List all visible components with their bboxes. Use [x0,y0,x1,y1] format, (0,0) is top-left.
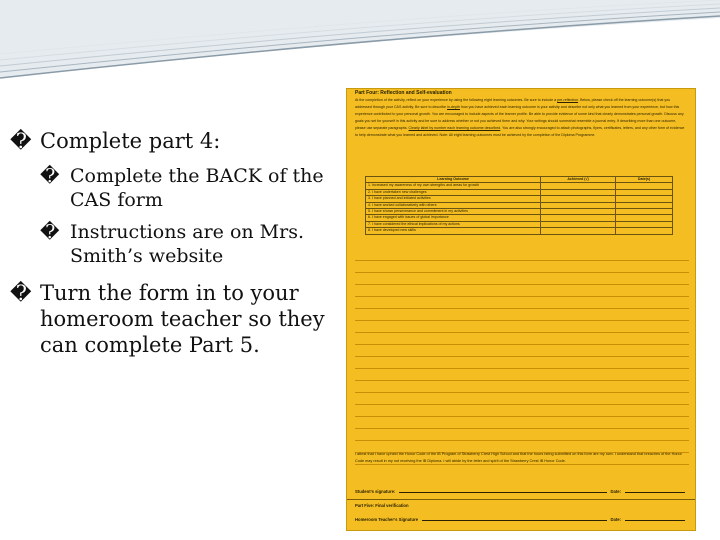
student-signature-label: Student’s signature: [355,489,396,494]
achieved-cell [541,228,616,234]
writing-line [355,417,689,429]
table-row [366,228,673,234]
date-cell [616,228,673,234]
writing-line [355,393,689,405]
section-divider [347,499,695,500]
outcome-cell: 2. I have undertaken new challenges [366,189,541,195]
reflection-writing-lines [355,249,689,465]
bullet-item [10,128,350,154]
sub-bullet-item [10,220,350,268]
bullet-marker: � [10,129,32,153]
writing-line [355,261,689,273]
date-label: Date: [610,517,621,522]
sub-bullet-item [10,164,350,212]
paragraph-underlined: Clearly label by number each learning outcome described [408,125,501,130]
bullet-marker: � [40,221,60,243]
date-line [625,489,685,493]
cas-form-image [346,88,696,531]
homeroom-signature-line [422,517,607,521]
outcome-cell: 7. I have considered the ethical implications of my actions [366,221,541,227]
column-header: Learning Outcome [366,177,541,183]
writing-line [355,405,689,417]
bullet-text: Complete part 4: [40,129,221,153]
outcome-cell: 4. I have worked collaboratively with others [366,202,541,208]
paragraph-text: . Below, please check off the learning outcome(s) that you addressed through your CAS activity. Be sure to describe [355,98,671,109]
writing-line [355,297,689,309]
outcome-cell: 5. I have shown perseverance and commitment in my activities [366,209,541,215]
writing-line [355,309,689,321]
part4-title: Part Four: Reflection and Self-evaluation [355,90,452,96]
writing-line [355,345,689,357]
paragraph-underlined: pre-reflection [557,98,579,102]
header-swoosh-decoration [0,0,720,90]
writing-line [355,273,689,285]
homeroom-signature-row [355,517,685,522]
learning-outcomes-table [365,176,673,235]
bullet-text: Complete the BACK of the CAS form [70,165,324,211]
writing-line [355,357,689,369]
bullet-text: Turn the form in to your homeroom teacher so they can complete Part 5. [40,281,325,357]
writing-line [355,381,689,393]
bullet-marker: � [40,165,60,187]
homeroom-signature-label: Homeroom Teacher’s Signature [355,517,418,522]
outcome-cell: 3. I have planned and initiated activities [366,196,541,202]
date-label: Date: [610,489,621,494]
paragraph-underlined: in-depth [447,104,461,109]
writing-line [355,369,689,381]
writing-line [355,321,689,333]
instructions-paragraph [355,97,687,138]
writing-line [355,429,689,441]
outcome-cell: 8. I have developed new skills [366,228,541,234]
honor-code-declaration: I attest that I have upheld the Honor Code of the IB Program of Strawberry Crest High School and that the hours being submitted on this form are my own. I understand that breaches of the Honor Code may result in my not receiving the IB Diploma. I will abide by the letter and spirit of the Strawberry Crest IB Honor Code. [355,452,682,463]
bullet-list [10,128,350,368]
paragraph-text: how you have achieved each learning outcome in your activity and describe not only what you learned from your experience, but how this experience contributed to your personal growth. You are encouraged to include aspects of the learner profile. Be able to provide evidence of some kind that clearly demonstrates personal growth. Discuss any goals you set for yourself in this activity and be sure to address whether or not you achieved them and why. Your writings should somewhat resemble a journal entry. If describing more than one outcome, please use separate paragraphs. [355,104,684,130]
paragraph-text: . You are also strongly encouraged to attach photographs, flyers, certificates, letters, and any other form of evidence to help demonstrate what you learned and achieved. Note: All eight learning outcomes must be achieved by the completion of the Diploma Programme. [355,125,685,137]
bullet-item [10,280,350,358]
writing-line [355,285,689,297]
part5-title: Part Five: Final verification [355,503,409,508]
student-signature-line [399,489,606,493]
writing-line [355,249,689,261]
column-header: Date(s) [616,177,673,183]
outcome-cell: 1. Increased my awareness of my own strengths and areas for growth [366,183,541,189]
date-line [625,517,685,521]
writing-line [355,333,689,345]
column-header: Achieved (√) [541,177,616,183]
bullet-marker: � [10,281,32,305]
outcome-cell: 6. I have engaged with issues of global importance [366,215,541,221]
paragraph-text: At the completion of the activity, reflect on your experience by using the following eight learning outcomes. Be sure to include a [355,98,558,102]
bullet-text: Instructions are on Mrs. Smith’s website [70,221,305,267]
student-signature-row [355,489,685,494]
